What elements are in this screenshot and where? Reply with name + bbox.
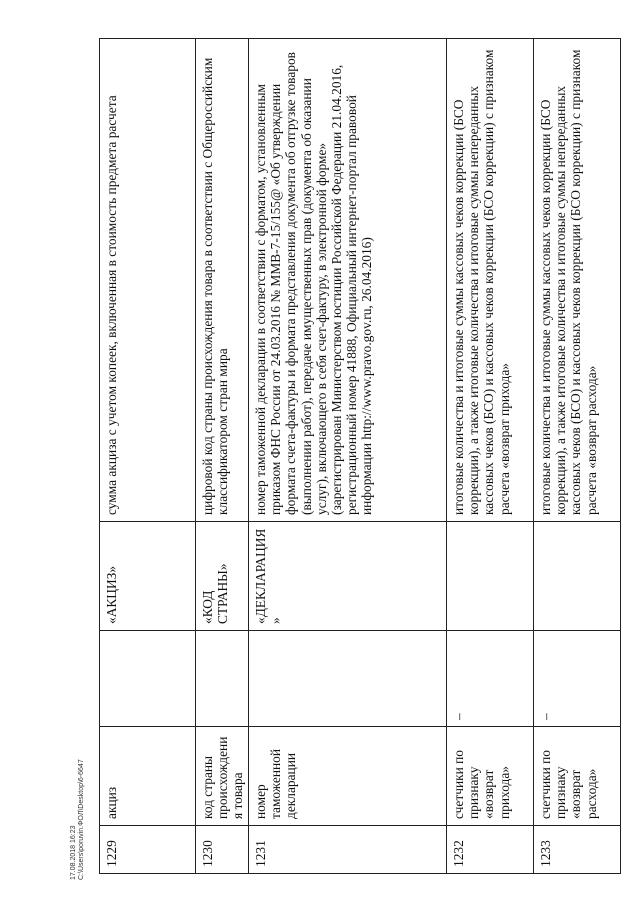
requisite-description: итоговые количества и итоговые суммы кассовых чеков коррекции (БСО коррекции), а также итоговые количества и итоговые суммы непереданных кассовых чеков (БСО) и кассовых чеков коррекции (БСО коррекции) с признаком расчета «возврат расхода»	[534, 39, 621, 522]
file-stamp-date: 17.08.2018 16:23	[70, 825, 77, 880]
requisite-tag: «ДЕКЛАРАЦИЯ»	[249, 522, 447, 631]
requisite-tag	[534, 522, 621, 631]
table-row	[100, 39, 196, 874]
table-rotated-wrapper	[99, 39, 599, 874]
requisite-tag: «АКЦИЗ»	[100, 522, 196, 631]
file-stamp-path: C:\Users\poruvin.ФОЛ\Desktop\6-6647	[77, 759, 85, 880]
requisite-name: счетчики по признаку «возврат расхода»	[534, 727, 621, 826]
requisite-reference: –	[447, 631, 534, 727]
requisites-table	[99, 38, 621, 874]
requisite-reference: –	[534, 631, 621, 727]
requisite-name: код страны происхождения товара	[196, 727, 249, 826]
requisite-description: сумма акциза с учетом копеек, включенная в стоимость предмета расчета	[100, 39, 196, 522]
requisite-tag: «КОД СТРАНЫ»	[196, 522, 249, 631]
row-number: 1231	[249, 826, 447, 874]
row-number: 1230	[196, 826, 249, 874]
requisite-reference	[196, 631, 249, 727]
requisite-tag	[447, 522, 534, 631]
requisite-name: счетчики по признаку «возврат прихода»	[447, 727, 534, 826]
row-number: 1233	[534, 826, 621, 874]
table-row	[534, 39, 621, 874]
row-number: 1229	[100, 826, 196, 874]
requisite-description: итоговые количества и итоговые суммы кассовых чеков коррекции (БСО коррекции), а также итоговые количества и итоговые суммы непереданных кассовых чеков (БСО) и кассовых чеков коррекции (БСО коррекции) с признаком расчета «возврат прихода»	[447, 39, 534, 522]
requisite-description: цифровой код страны происхождения товара в соответствии с Общероссийским классификатором стран мира	[196, 39, 249, 522]
file-stamp	[70, 700, 84, 880]
requisite-reference	[100, 631, 196, 727]
requisite-name: акциз	[100, 727, 196, 826]
row-number: 1232	[447, 826, 534, 874]
table-row	[447, 39, 534, 874]
requisite-name: номер таможенной декларации	[249, 727, 447, 826]
requisite-description: номер таможенной декларации в соответствии с форматом, установленным приказом ФНС России от 24.03.2016 № ММВ-7-15/155@ «Об утверждении формата счета-фактуры и формата представления документа об отгрузке товаров (выполнении работ), передаче имущественных прав (документа об оказании услуг), включающего в себя счет-фактуру, в электронной форме» (зарегистрирован Министерством юстиции Российской Федерации 21.04.2016, регистрационный номер 41888, Официальный интернет-портал правовой информации http://www.pravo.gov.ru, 26.04.2016)	[249, 39, 447, 522]
requisite-reference	[249, 631, 447, 727]
table-row	[249, 39, 447, 874]
table-row	[196, 39, 249, 874]
